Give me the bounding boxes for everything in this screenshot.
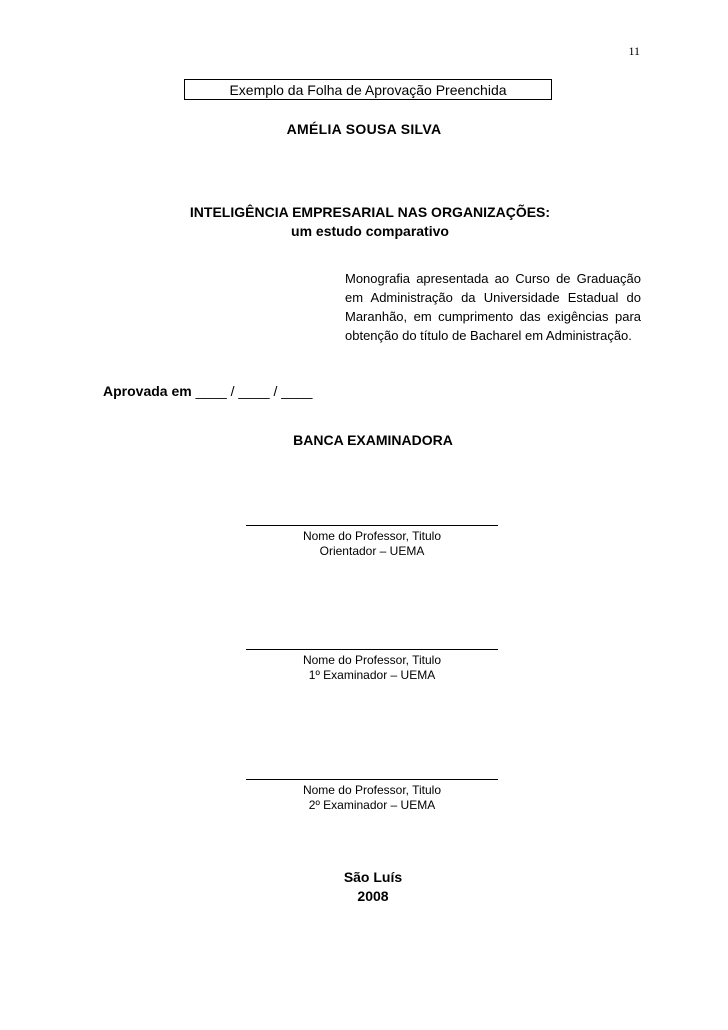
city-year bbox=[0, 868, 728, 906]
signature-block-examiner-1 bbox=[246, 649, 498, 683]
committee-title: BANCA EXAMINADORA bbox=[293, 432, 453, 448]
year: 2008 bbox=[357, 888, 389, 904]
signature-block-advisor bbox=[246, 525, 498, 559]
signature-name: Nome do Professor, Titulo bbox=[302, 653, 442, 667]
example-label-box: Exemplo da Folha de Aprovação Preenchida bbox=[184, 79, 552, 100]
signature-line bbox=[246, 649, 498, 650]
title-subtitle: um estudo comparativo bbox=[291, 223, 449, 239]
signature-line bbox=[246, 779, 498, 780]
signature-role: 1º Examinador – UEMA bbox=[308, 668, 436, 682]
title-main: INTELIGÊNCIA EMPRESARIAL NAS ORGANIZAÇÕES: bbox=[189, 204, 551, 220]
signature-name: Nome do Professor, Titulo bbox=[302, 783, 442, 797]
signature-role: Orientador – UEMA bbox=[319, 544, 425, 558]
signature-name: Nome do Professor, Titulo bbox=[302, 529, 442, 543]
document-title bbox=[150, 203, 590, 241]
signature-block-examiner-2 bbox=[246, 779, 498, 813]
approval-label: Aprovada em bbox=[103, 383, 192, 399]
monograph-description: Monografia apresentada ao Curso de Graduação em Administração da Universidade Estadual do Maranhão, em cumprimento das exigências para obtenção do título de Bacharel em Administração. bbox=[345, 271, 641, 343]
author-name: AMÉLIA SOUSA SILVA bbox=[286, 121, 442, 137]
approval-date-blanks: ____ / ____ / ____ bbox=[195, 383, 313, 399]
signature-role: 2º Examinador – UEMA bbox=[308, 798, 436, 812]
city: São Luís bbox=[343, 869, 403, 885]
signature-line bbox=[246, 525, 498, 526]
page-number: 11 bbox=[628, 44, 640, 58]
approval-date bbox=[103, 383, 312, 399]
